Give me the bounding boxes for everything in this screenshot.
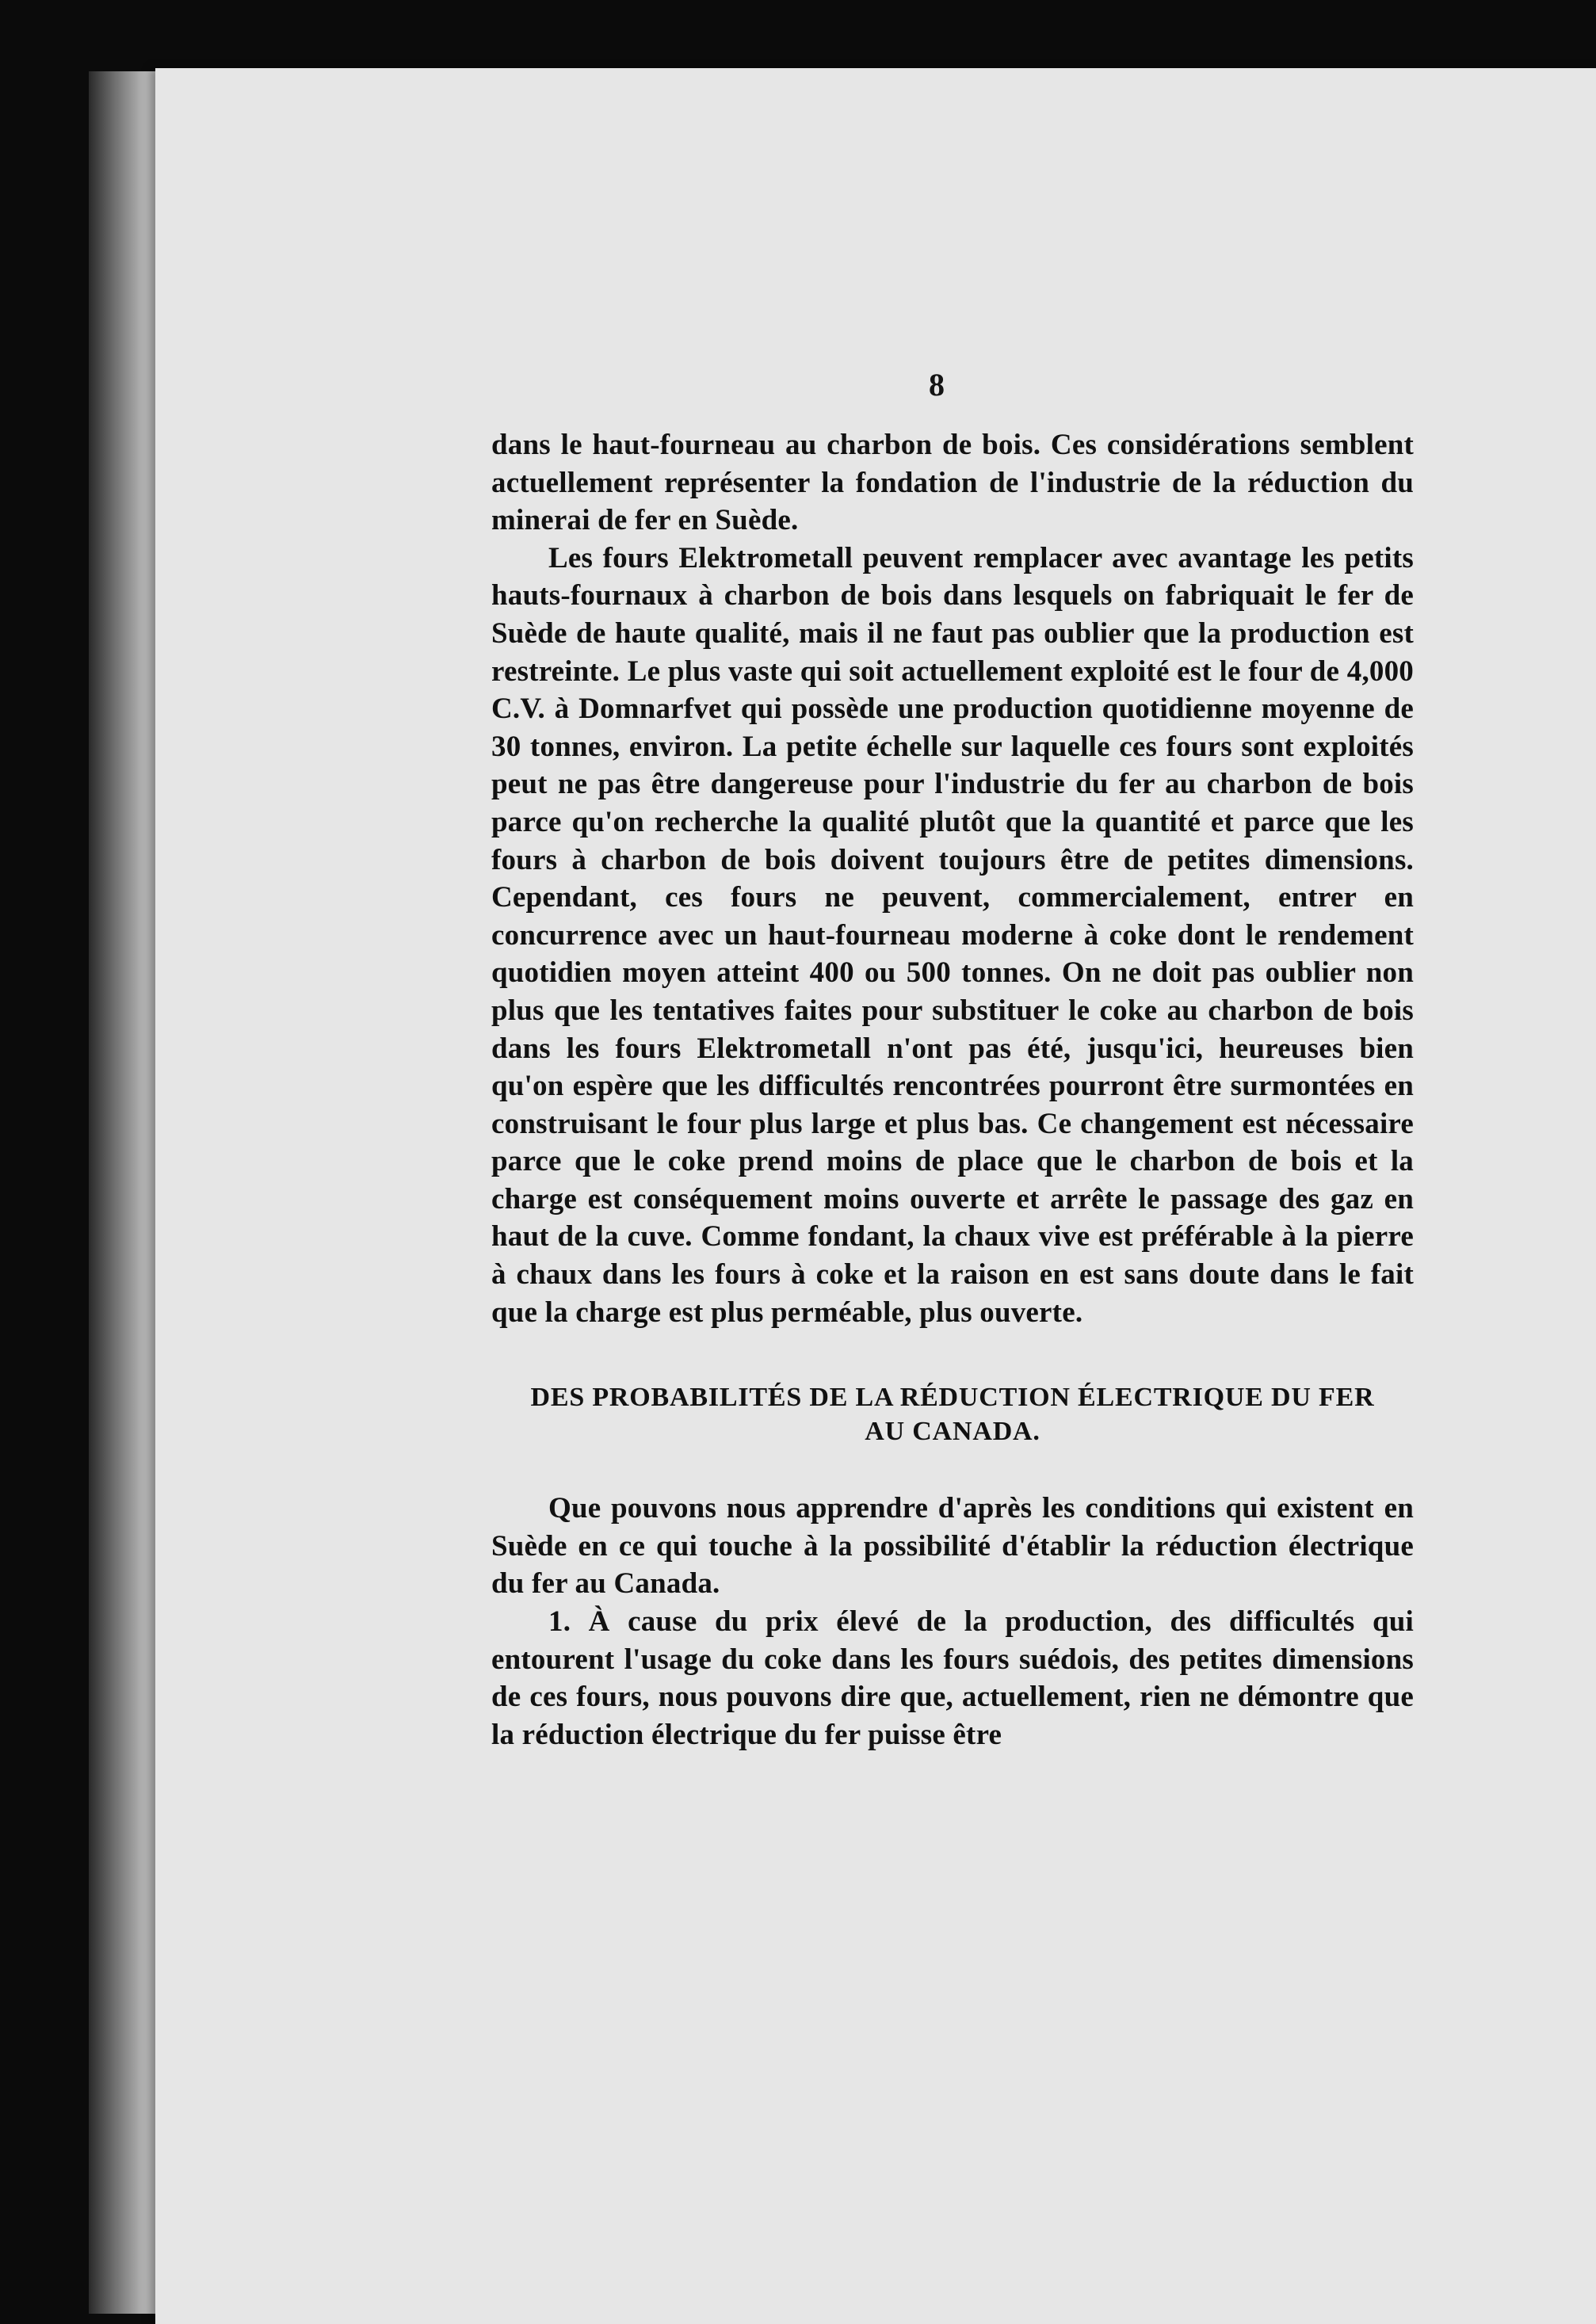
page-number: 8 [929, 367, 945, 403]
section-title-line-1: DES PROBABILITÉS DE LA RÉDUCTION ÉLECTRIQUE DU FER [530, 1383, 1375, 1413]
section-title [491, 1380, 1414, 1448]
section-title-line-2: AU CANADA. [865, 1417, 1040, 1447]
main-text-block [491, 426, 1414, 1753]
scan-binding-edge [89, 71, 160, 2314]
section-paragraph-1: Que pouvons nous apprendre d'après les conditions qui existent en Suède en ce qui touche à la possibilité d'établir la réduction électrique du fer au Canada. [491, 1492, 1414, 1601]
section-paragraph-2: 1. À cause du prix élevé de la production, des difficultés qui entourent l'usage du coke dans les fours suédois, des petites dimensions de ces fours, nous pouvons dire que, actuellement, rien ne démontre que la réduction électrique du fer puisse être [491, 1605, 1414, 1751]
paragraph-1: dans le haut-fourneau au charbon de bois. Ces considérations semblent actuellement représenter la fondation de l'industrie de la réduction du minerai de fer en Suède. [491, 429, 1414, 537]
paragraph-2: Les fours Elektrometall peuvent remplacer avec avantage les petits hauts-fournaux à charbon de bois dans lesquels on fabriquait le fer de Suède de haute qualité, mais il ne faut pas oublier que la production est restreinte. Le plus vaste qui soit actuellement exploité est le four de 4,000 C.V. à Domnarfvet qui possède une production quotidienne moyenne de 30 tonnes, environ. La petite échelle sur laquelle ces fours sont exploités peut ne pas être dangereuse pour l'industrie du fer au charbon de bois parce qu'on recherche la qualité plutôt que la quantité et parce que les fours à charbon de bois doivent toujours être de petites dimensions. Cependant, ces fours ne peuvent, commercialement, entrer en concurrence avec un haut-fourneau moderne à coke dont le rendement quotidien moyen atteint 400 ou 500 tonnes. On ne doit pas oublier non plus que les tentatives faites pour substituer le coke au charbon de bois dans les fours Elektrometall n'ont pas été, jusqu'ici, heureuses bien qu'on espère que les difficultés rencontrées pourront être surmontées en construisant le four plus large et plus bas. Ce changement est nécessaire parce que le coke prend moins de place que le charbon de bois et la charge est conséquement moins ouverte et arrête le passage des gaz en haut de la cuve. Comme fondant, la chaux vive est préférable à la pierre à chaux dans les fours à coke et la raison en est sans doute dans le fait que la charge est plus perméable, plus ouverte. [491, 541, 1414, 1329]
